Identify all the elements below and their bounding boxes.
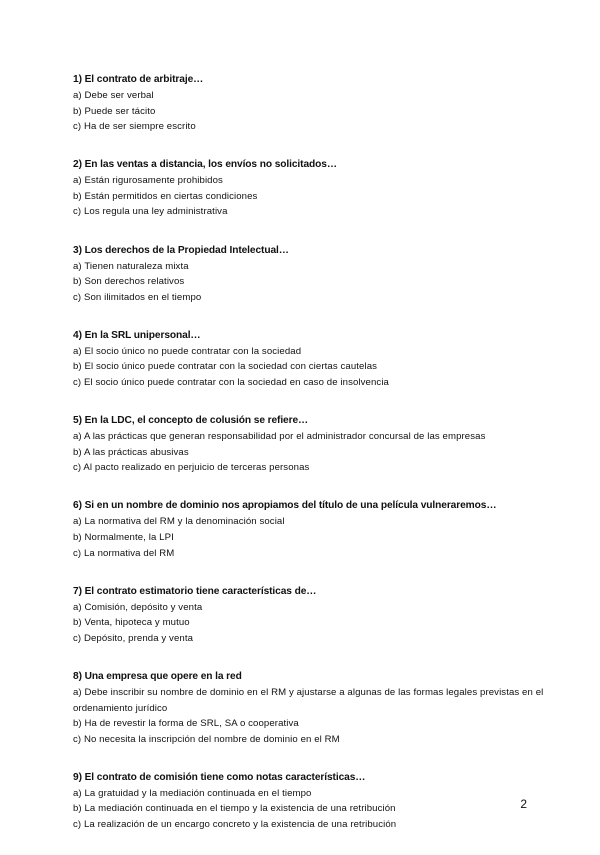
- question-text: ) Una empresa que opere en la red: [78, 670, 242, 682]
- question-number: 3: [73, 244, 79, 256]
- question-text: ) En la SRL unipersonal…: [78, 329, 201, 341]
- question-8: [73, 669, 573, 747]
- question-5: [73, 413, 573, 476]
- option-a: a) A las prácticas que generan responsabilidad por el administrador concursal de las empresas: [73, 431, 486, 443]
- question-number: 8: [73, 670, 79, 682]
- option-b: b) Ha de revestir la forma de SRL, SA o cooperativa: [73, 718, 299, 730]
- question-text: ) Los derechos de la Propiedad Intelectual…: [78, 244, 289, 256]
- question-text: ) En las ventas a distancia, los envíos no solicitados…: [78, 159, 337, 171]
- question-title: [73, 669, 573, 685]
- option-b: b) Son derechos relativos: [73, 276, 185, 288]
- question-1: [73, 72, 573, 135]
- question-text: ) Si en un nombre de dominio nos apropiamos del título de una película vulneraremos…: [78, 500, 497, 512]
- option-a: a) La gratuidad y la mediación continuada en el tiempo: [73, 787, 312, 799]
- question-text: ) El contrato de arbitraje…: [78, 74, 204, 85]
- question-title: [73, 584, 573, 600]
- option-c: c) Depósito, prenda y venta: [73, 632, 194, 644]
- option-c: c) Son ilimitados en el tiempo: [73, 291, 202, 303]
- option-a: a) Están rigurosamente prohibidos: [73, 175, 223, 187]
- option-c: c) El socio único puede contratar con la sociedad en caso de insolvencia: [73, 377, 389, 389]
- option-a: a) Tienen naturaleza mixta: [73, 260, 189, 272]
- question-number: 9: [73, 771, 79, 783]
- option-c: c) Ha de ser siempre escrito: [73, 121, 196, 133]
- option-c: c) Al pacto realizado en perjuicio de terceras personas: [73, 462, 310, 474]
- question-title: [73, 157, 573, 173]
- question-number: 1: [73, 74, 79, 85]
- question-7: [73, 584, 573, 647]
- option-c: c) Los regula una ley administrativa: [73, 206, 228, 218]
- question-3: [73, 243, 573, 306]
- question-title: [73, 770, 573, 786]
- option-b: b) La mediación continuada en el tiempo y la existencia de una retribución: [73, 803, 396, 815]
- question-number: 2: [73, 159, 79, 171]
- question-2: [73, 157, 573, 220]
- option-b: b) Normalmente, la LPI: [73, 532, 174, 543]
- option-a: a) Comisión, depósito y venta: [73, 601, 203, 613]
- question-title: [73, 498, 573, 514]
- option-b: b) Están permitidos en ciertas condiciones: [73, 190, 258, 202]
- page-number: 2: [520, 797, 527, 811]
- option-a: a) Debe ser verbal: [73, 90, 154, 101]
- question-4: [73, 328, 573, 391]
- option-a: a) Debe inscribir su nombre de dominio en el RM y ajustarse a algunas de las formas legales previstas en el ordenamiento jurídico: [73, 686, 544, 714]
- question-9: [73, 770, 573, 833]
- option-a: a) La normativa del RM y la denominación social: [73, 516, 285, 528]
- question-6: [73, 498, 573, 561]
- option-a: a) El socio único no puede contratar con la sociedad: [73, 345, 302, 357]
- question-number: 6: [73, 500, 79, 512]
- question-text: ) En la LDC, el concepto de colusión se refiere…: [78, 415, 309, 427]
- question-number: 4: [73, 329, 79, 341]
- option-b: b) Puede ser tácito: [73, 105, 156, 117]
- option-b: b) Venta, hipoteca y mutuo: [73, 617, 190, 629]
- option-c: c) La realización de un encargo concreto y la existencia de una retribución: [73, 819, 397, 831]
- option-c: c) La normativa del RM: [73, 547, 175, 559]
- question-text: ) El contrato estimatorio tiene características de…: [78, 585, 317, 597]
- question-text: ) El contrato de comisión tiene como notas características…: [78, 771, 366, 783]
- question-title: [73, 243, 573, 259]
- question-title: [73, 413, 573, 429]
- option-c: c) No necesita la inscripción del nombre de dominio en el RM: [73, 733, 340, 745]
- question-number: 7: [73, 585, 79, 597]
- option-b: b) A las prácticas abusivas: [73, 446, 189, 458]
- question-title: [73, 72, 573, 88]
- question-number: 5: [73, 415, 79, 427]
- question-list: [73, 72, 573, 855]
- option-b: b) El socio único puede contratar con la sociedad con ciertas cautelas: [73, 361, 378, 373]
- question-title: [73, 328, 573, 344]
